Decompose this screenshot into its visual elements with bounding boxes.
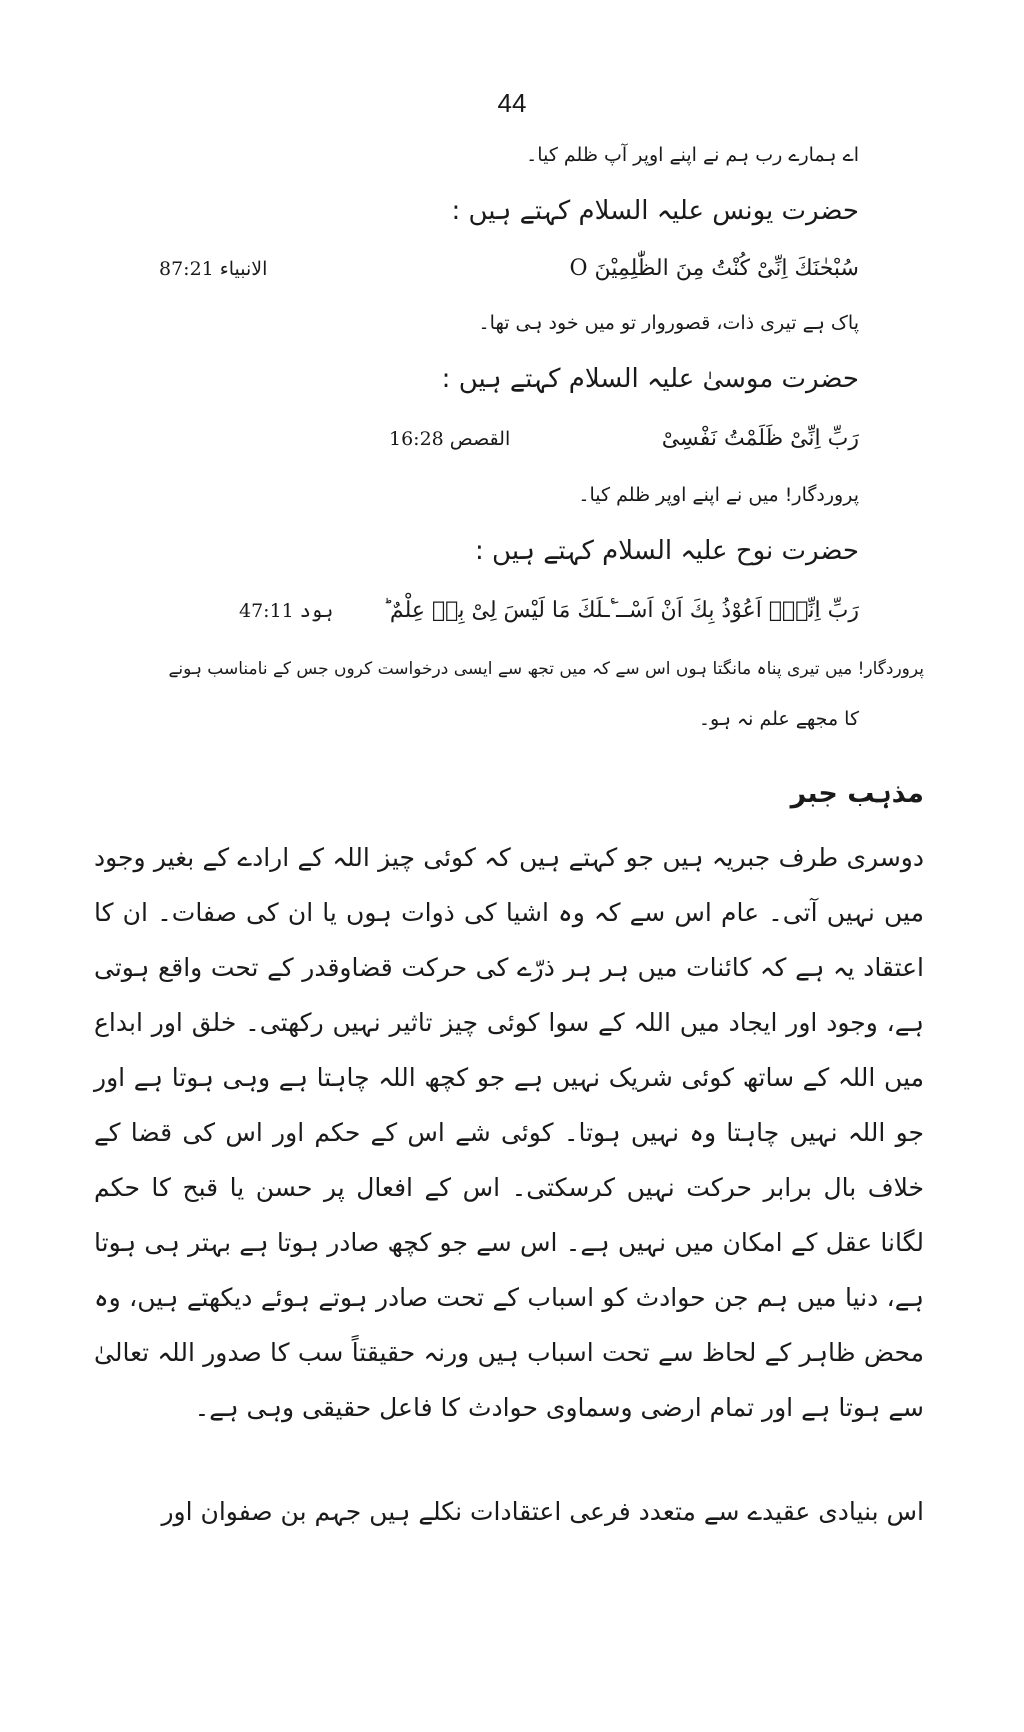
quran-verse bbox=[159, 598, 859, 634]
translation-line: کا مجھے علم نہ ہو۔ bbox=[698, 708, 859, 730]
translation-line: پروردگار! میں تیری پناہ مانگتا ہوں اس سے کہ میں تجھ سے ایسی درخواست کروں جس کے نامناسب ہونے bbox=[168, 659, 924, 679]
translation-line: پاک ہے تیری ذات، قصوروار تو میں خود ہی تھا۔ bbox=[478, 312, 859, 334]
quran-verse bbox=[159, 426, 859, 462]
verse-reference: ہود 47:11 bbox=[239, 600, 334, 622]
translation-line: پروردگار! میں نے اپنے اوپر ظلم کیا۔ bbox=[578, 484, 859, 506]
quran-verse bbox=[159, 256, 859, 292]
verse-reference: الانبیاء 87:21 bbox=[159, 258, 268, 280]
body-paragraph: دوسری طرف جبریہ ہیں جو کہتے ہیں کہ کوئی چیز اللہ کے ارادے کے بغیر وجود میں نہیں آتی۔ عام اس سے کہ وہ اشیا کی ذوات ہوں یا ان کی صفات۔ ان کا اعتقاد یہ ہے کہ کائنات میں ہر ہر ذرّے کی حرکت قضاوقدر کے تحت واقع ہوتی ہے، وجود اور ایجاد میں اللہ کے سوا کوئی چیز تاثیر نہیں رکھتی۔ خلق اور ابداع میں اللہ کے ساتھ کوئی شریک نہیں ہے جو کچھ اللہ چاہتا ہے وہی ہوتا ہے اور جو اللہ نہیں چاہتا وہ نہیں ہوتا۔ کوئی شے اس کے حکم اور اس کی قضا کے خلاف بال برابر حرکت نہیں کرسکتی۔ اس کے افعال پر حسن یا قبح کا حکم لگانا عقل کے امکان میں نہیں ہے۔ اس سے جو کچھ صادر ہوتا ہے بہتر ہی ہوتا ہے، دنیا میں ہم جن حوادث کو اسباب کے تحت صادر ہوتے ہوئے دیکھتے ہیں، وہ محض ظاہر کے لحاظ سے تحت اسباب ہیں ورنہ حقیقتاً سب کا صدور اللہ تعالیٰ سے ہوتا ہے اور تمام ارضی وسماوی حوادث کا فاعل حقیقی وہی ہے۔ bbox=[94, 843, 924, 1422]
speaker-heading: حضرت نوح علیہ السلام کہتے ہیں : bbox=[475, 536, 859, 566]
translation-line: اے ہمارے رب ہم نے اپنے اوپر آپ ظلم کیا۔ bbox=[526, 144, 859, 166]
section-heading: مذہب جبر bbox=[790, 778, 924, 809]
body-paragraph: اس بنیادی عقیدے سے متعدد فرعی اعتقادات نکلے ہیں جہم بن صفوان اور bbox=[161, 1497, 924, 1526]
verse-text: رَبِّ اِنِّیْۤ اَعُوْذُ بِكَ اَنْ اَسْــٴَـلَكَ مَا لَیْسَ لِیْ بِهٖ عِلْمٌ ؕ bbox=[382, 598, 859, 623]
verse-text: سُبْحٰنَكَ اِنِّیْ كُنْتُ مِنَ الظّٰلِمِیْنَ O bbox=[569, 256, 859, 281]
verse-text: رَبِّ اِنِّیْ ظَلَمْتُ نَفْسِیْ bbox=[661, 426, 859, 451]
speaker-heading: حضرت موسیٰ علیہ السلام کہتے ہیں : bbox=[441, 364, 859, 394]
verse-reference: القصص 16:28 bbox=[389, 428, 511, 450]
speaker-heading: حضرت یونس علیہ السلام کہتے ہیں : bbox=[451, 196, 859, 226]
page-number: 44 bbox=[497, 88, 527, 118]
